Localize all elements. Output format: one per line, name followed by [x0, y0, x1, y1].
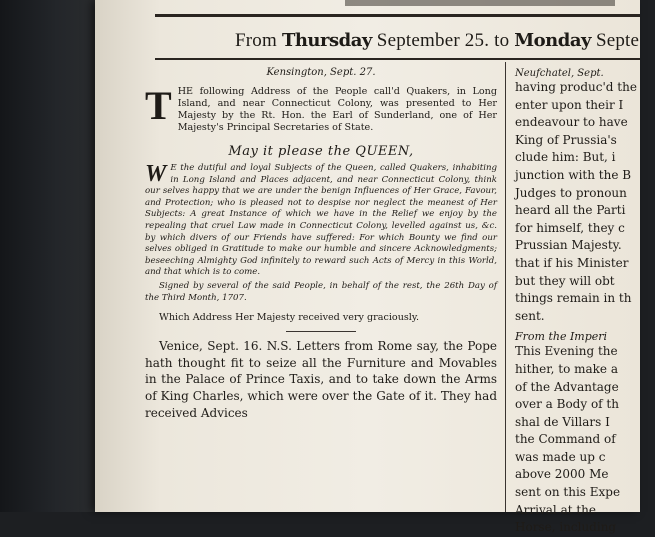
previous-line-fragment [345, 0, 615, 6]
header-date-end: Septe [595, 30, 640, 51]
address-text: E the dutiful and loyal Subjects of the Queen, called Quakers, inhabiting in Long Island and Places adjacent, and near Connecticut Colony, think our selves happy that we are under the benign Influences of Her Grace, Favour, and Protection; who is pleased not to despise nor neglect the meanest of Her Subjects: A great Instance of which we have in the Relief we enjoy by the repealing that cruel Law made in Connecticut Colony, levelled against us, &c. by which divers of our Friends have suffered: For which Bounty we find our selves obliged in Gratitude to make our humble and sincere Acknowledgments; beseeching Almighty God infinitely to reward such Acts of Mercy in this World, and that which is to come. [145, 163, 497, 278]
issue-dateline [235, 30, 639, 52]
text-line: for himself, they c [515, 220, 625, 235]
text-line: over a Body of th [515, 397, 619, 412]
column-divider [505, 62, 506, 512]
left-column [145, 62, 497, 421]
text-line: Horse, including [515, 520, 617, 535]
text-line: enter upon their I [515, 97, 624, 112]
text-line: clude him: But, i [515, 150, 616, 165]
venice-paragraph: Venice, Sept. 16. N.S. Letters from Rome say, the Pope hath thought fit to seize all the Furniture and Movables in the Palace of Prince Taxis, and to take down the Arms of King Charles, which were over the Gate of it. They had received Advices [145, 339, 497, 420]
text-line: hither, to make a [515, 361, 619, 376]
newspaper-page [95, 0, 640, 535]
text-line: heard all the Parti [515, 203, 626, 218]
header-day-start: Thursday [281, 30, 372, 51]
address-title: May it please the QUEEN, [228, 144, 414, 159]
header-to: to [494, 30, 510, 51]
header-date-start: September 25. [376, 30, 490, 51]
text-line: junction with the B [515, 167, 632, 182]
top-rule [155, 14, 640, 17]
text-line: of the Advantage [515, 379, 619, 394]
text-line: Prussian Majesty. [515, 238, 622, 253]
text-line: sent. [515, 308, 545, 323]
drop-cap: T [145, 83, 172, 128]
text-line: having produc'd the [515, 80, 637, 94]
text-line: shal de Villars I [515, 414, 610, 429]
header-day-end: Monday [514, 30, 591, 51]
text-line: was made up c [515, 449, 606, 464]
address-drop-cap: W [145, 161, 167, 187]
kensington-dateline: Kensington, Sept. 27. [266, 67, 376, 78]
signed-line: Signed by several of the said People, in behalf of the rest, the 26th Day of the Third Month, 1707. [145, 280, 497, 303]
neufchatel-body [515, 79, 655, 325]
neufchatel-dateline: Neufchatel, Sept. [515, 68, 604, 79]
text-line: King of Prussia's [515, 132, 617, 147]
header-rule [155, 58, 640, 60]
text-line: endeavour to have [515, 115, 628, 130]
imperial-dateline: From the Imperi [515, 330, 608, 344]
text-line: the Command of [515, 432, 616, 447]
imperial-body [515, 343, 655, 537]
address-body [145, 163, 497, 279]
lead-paragraph [145, 83, 497, 134]
text-line: things remain in th [515, 291, 632, 306]
text-line: above 2000 Me [515, 467, 609, 482]
section-separator [286, 331, 356, 332]
text-line: Judges to pronoun [515, 185, 627, 200]
text-line: sent on this Expe [515, 485, 621, 500]
received-line: Which Address Her Majesty received very graciously. [159, 312, 420, 324]
text-line: Arrival at the [515, 502, 597, 517]
header-from: From [235, 30, 277, 51]
text-line: but they will obt [515, 273, 615, 288]
lead-text: HE following Address of the People call'd Quakers, in Long Island, and near Connecticut Colony, was presented to Her Majesty by the Rt. Hon. the Earl of Sunderland, one of Her Majesty's Principal Secretaries of State. [177, 86, 497, 133]
background-surface [0, 0, 95, 512]
text-line: This Evening the [515, 344, 618, 359]
text-line: that if his Minister [515, 255, 629, 270]
right-column [515, 62, 655, 537]
